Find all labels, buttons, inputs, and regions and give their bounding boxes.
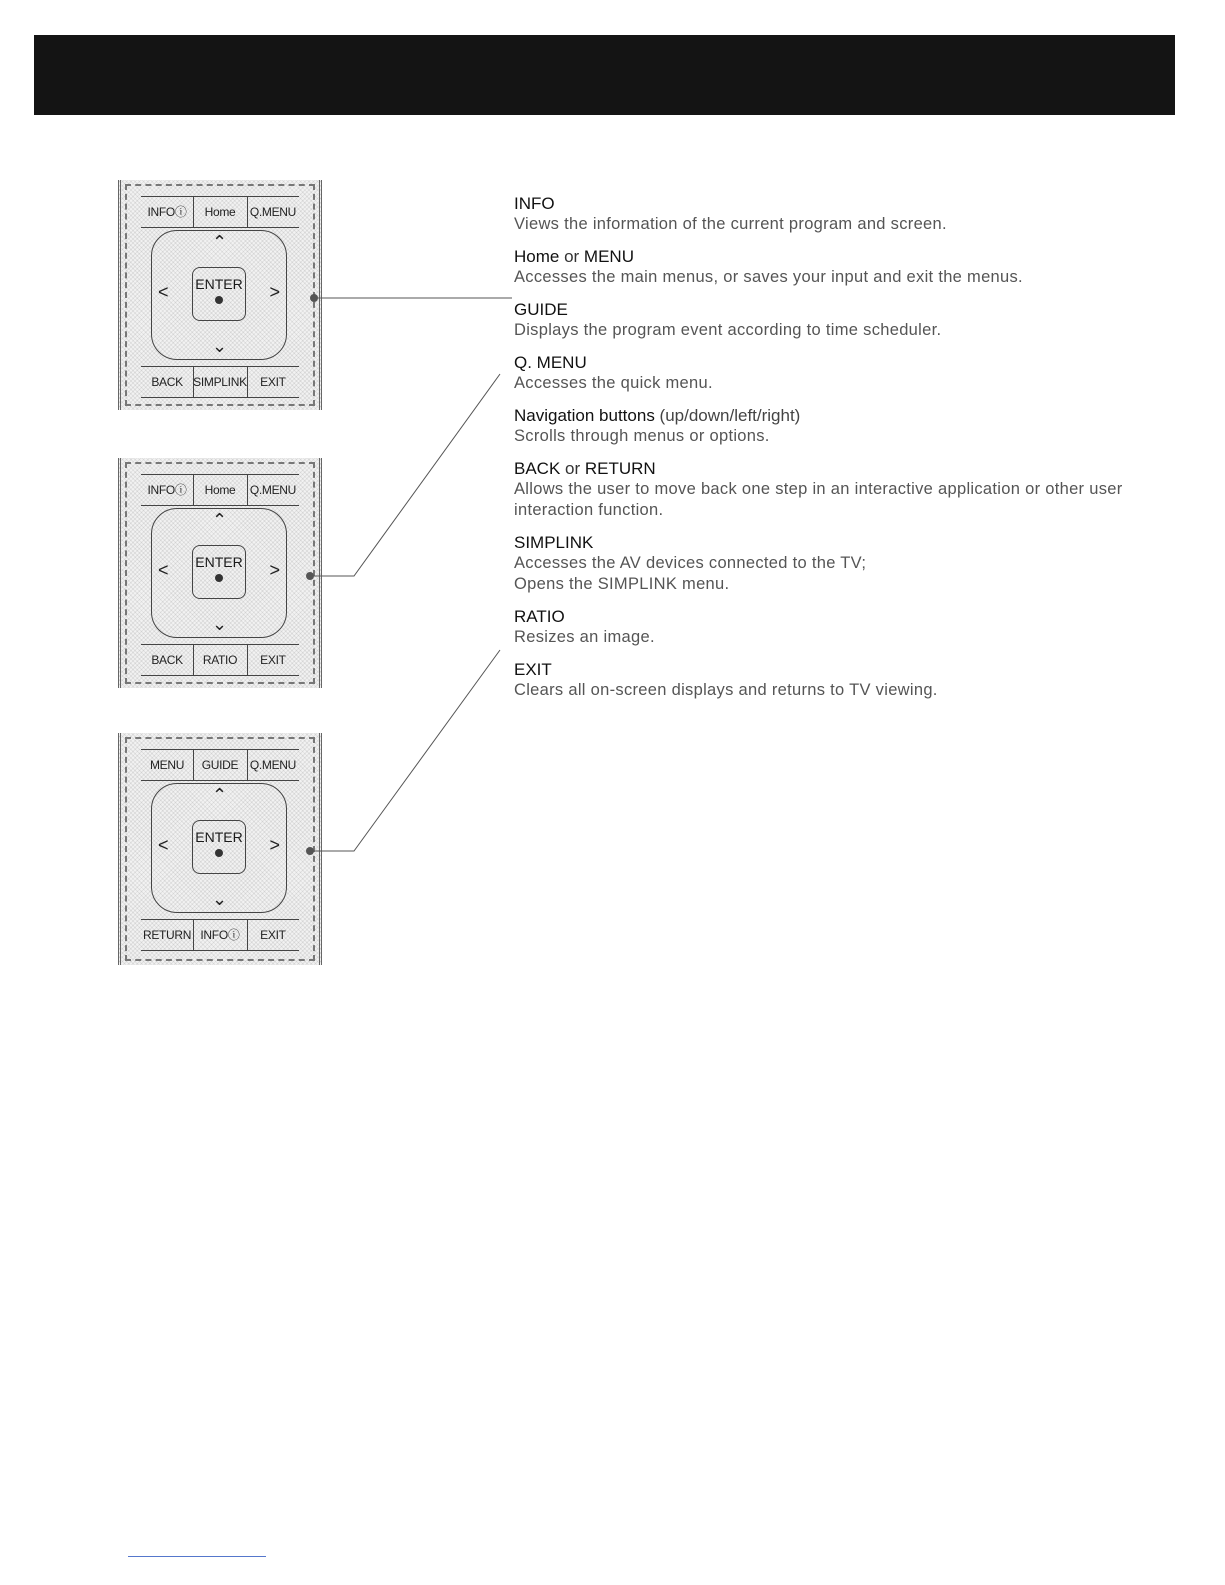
entry-back-return xyxy=(514,458,1194,521)
navigation-ring xyxy=(151,508,287,638)
home-button: Home xyxy=(193,475,248,505)
remote-top-row xyxy=(141,474,299,506)
term-label: Q. MENU xyxy=(514,353,587,372)
term-label: SIMPLINK xyxy=(514,533,594,552)
back-button: BACK xyxy=(141,645,194,675)
entry-ratio xyxy=(514,606,1194,648)
enter-button xyxy=(192,267,246,321)
remote-top-row xyxy=(141,196,299,228)
entry-exit xyxy=(514,659,1194,701)
enter-dot-icon xyxy=(215,574,223,582)
entry-term xyxy=(514,606,1194,627)
entry-description: Clears all on-screen displays and returns to TV viewing. xyxy=(514,681,938,699)
remote-top-row xyxy=(141,749,299,781)
right-arrow-icon: > xyxy=(269,282,280,302)
enter-button xyxy=(192,545,246,599)
entry-description-line-2: Opens the SIMPLINK menu. xyxy=(514,575,730,593)
entry-description: Scrolls through menus or options. xyxy=(514,427,770,445)
entry-description: Accesses the AV devices connected to the TV; xyxy=(514,554,867,572)
entry-term xyxy=(514,352,1194,373)
term-label: Home xyxy=(514,247,560,266)
entry-term xyxy=(514,458,1194,479)
q-menu-button: Q.MENU xyxy=(249,758,297,772)
remote-illustration-2 xyxy=(118,458,322,688)
term-label: BACK xyxy=(514,459,561,478)
entry-simplink xyxy=(514,532,1194,595)
remote-illustration-1 xyxy=(118,180,322,410)
down-arrow-icon: ⌄ xyxy=(212,889,228,909)
down-arrow-icon: ⌄ xyxy=(212,614,228,634)
navigation-ring xyxy=(151,230,287,360)
simplink-button: SIMPLINK xyxy=(193,367,248,397)
entry-description: Displays the program event according to time scheduler. xyxy=(514,321,942,339)
entry-term xyxy=(514,246,1194,267)
return-button: RETURN xyxy=(141,920,194,950)
callout-line-3 xyxy=(312,650,500,851)
left-arrow-icon: < xyxy=(158,560,169,580)
exit-button: EXIT xyxy=(260,375,286,389)
entry-description: Allows the user to move back one step in an interactive application or other user interaction function. xyxy=(514,480,1123,519)
enter-label: ENTER xyxy=(195,829,243,845)
entry-term xyxy=(514,299,1194,320)
button-description-list xyxy=(514,193,1194,712)
down-arrow-icon: ⌄ xyxy=(212,336,228,356)
entry-term xyxy=(514,659,1194,680)
enter-button xyxy=(192,820,246,874)
term-qualifier: (up/down/left/right) xyxy=(654,406,801,425)
entry-term xyxy=(514,193,1194,214)
term-connector: or xyxy=(560,459,585,478)
entry-term xyxy=(514,405,1194,426)
back-button: BACK xyxy=(141,367,194,397)
ratio-button: RATIO xyxy=(193,645,248,675)
entry-description: Accesses the main menus, or saves your input and exit the menus. xyxy=(514,268,1023,286)
home-button: Home xyxy=(193,197,248,227)
term-label: Navigation buttons xyxy=(514,406,655,425)
term-label: EXIT xyxy=(514,660,552,679)
term-label: INFO xyxy=(514,194,555,213)
right-arrow-icon: > xyxy=(269,560,280,580)
up-arrow-icon: ⌃ xyxy=(212,785,228,805)
enter-label: ENTER xyxy=(195,276,243,292)
right-arrow-icon: > xyxy=(269,835,280,855)
term-connector: or xyxy=(559,247,584,266)
remote-illustration-3 xyxy=(118,733,322,965)
info-button: INFOⓘ xyxy=(193,920,248,950)
exit-button: EXIT xyxy=(260,928,286,942)
term-label: RATIO xyxy=(514,607,565,626)
callout-line-2 xyxy=(312,374,500,576)
entry-home-menu xyxy=(514,246,1194,288)
q-menu-button: Q.MENU xyxy=(249,483,297,497)
entry-description: Resizes an image. xyxy=(514,628,655,646)
guide-button: GUIDE xyxy=(193,750,248,780)
entry-description: Accesses the quick menu. xyxy=(514,374,713,392)
entry-info xyxy=(514,193,1194,235)
left-arrow-icon: < xyxy=(158,282,169,302)
menu-button: MENU xyxy=(141,750,194,780)
enter-dot-icon xyxy=(215,849,223,857)
navigation-ring xyxy=(151,783,287,913)
entry-navigation-buttons xyxy=(514,405,1194,447)
header-bar xyxy=(34,35,1175,115)
up-arrow-icon: ⌃ xyxy=(212,510,228,530)
q-menu-button: Q.MENU xyxy=(249,205,297,219)
term-label-alt: MENU xyxy=(583,247,634,266)
info-button: INFOⓘ xyxy=(141,197,194,227)
entry-description: Views the information of the current program and screen. xyxy=(514,215,947,233)
info-button: INFOⓘ xyxy=(141,475,194,505)
left-arrow-icon: < xyxy=(158,835,169,855)
enter-label: ENTER xyxy=(195,554,243,570)
entry-q-menu xyxy=(514,352,1194,394)
remote-bottom-row xyxy=(141,366,299,398)
up-arrow-icon: ⌃ xyxy=(212,232,228,252)
footer-rule xyxy=(128,1556,266,1557)
term-label: GUIDE xyxy=(514,300,568,319)
entry-term xyxy=(514,532,1194,553)
remote-bottom-row xyxy=(141,644,299,676)
entry-guide xyxy=(514,299,1194,341)
enter-dot-icon xyxy=(215,296,223,304)
term-label-alt: RETURN xyxy=(584,459,656,478)
remote-bottom-row xyxy=(141,919,299,951)
exit-button: EXIT xyxy=(260,653,286,667)
